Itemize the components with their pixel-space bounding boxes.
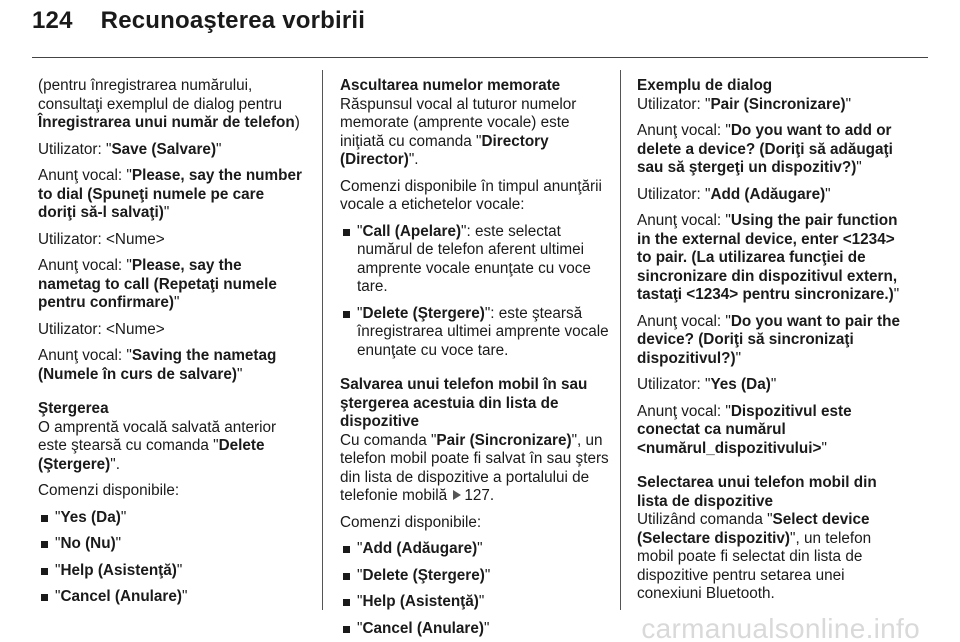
column-divider-2 <box>620 70 621 610</box>
dialog-line: Utilizator: "Save (Salvare)" <box>38 140 222 158</box>
directory-paragraph: Răspunsul vocal al tuturor numelor memorate (amprente vocale) este iniţiată cu comanda "Directory (Director)". <box>340 95 577 168</box>
select-device-paragraph: Utilizând comanda "Select device (Selectare dispozitiv)", un telefon mobil poate fi selectat din lista de dispozitive pentru setarea unei conexiuni Bluetooth. <box>637 511 872 602</box>
page-header <box>32 7 366 52</box>
commands-label: Comenzi disponibile: <box>340 513 482 531</box>
column-divider-1 <box>322 70 323 610</box>
dialog-line: Utilizator: "Add (Adăugare)" <box>637 185 831 203</box>
dialog-line: Anunţ vocal: "Please, say the nametag to call (Repetaţi numele pentru confirmare)" <box>38 257 277 311</box>
delete-paragraph: O amprentă vocală salvată anterior este ştearsă cu comanda "Delete (Ştergere)". <box>38 418 277 473</box>
dialog-line: Utilizator: <Nume> <box>38 230 165 248</box>
dialog-line: Anunţ vocal: "Do you want to pair the device? (Doriţi să sincronizaţi dispozitivul?)" <box>637 312 900 367</box>
dialog-line: Utilizator: "Pair (Sincronizare)" <box>637 95 852 113</box>
page-reference: 127. <box>464 487 495 504</box>
command-list <box>38 509 306 607</box>
section-heading-select-device: Selectarea unui telefon mobil din lista de dispozitive <box>637 474 877 510</box>
column-right <box>637 77 907 612</box>
list-item: "Help (Asistenţă)" <box>38 562 306 581</box>
list-item: "Add (Adăugare)" <box>340 540 610 559</box>
pair-paragraph: Cu comanda "Pair (Sincronizare)", un telefon mobil poate fi salvat în sau şters din lista de dispozitive a portalului de telefonie mobilă 127. <box>340 431 609 504</box>
commands-label: Comenzi disponibile în timpul anunţării vocale a etichetelor vocale: <box>340 177 602 213</box>
cross-reference: Înregistrarea unui număr de telefon <box>38 114 295 131</box>
command-list <box>340 223 610 361</box>
dialog-line: Utilizator: "Yes (Da)" <box>637 376 777 393</box>
section-heading-directory: Ascultarea numelor memorate <box>340 77 561 94</box>
list-item: "Help (Asistenţă)" <box>340 593 610 612</box>
command-list <box>340 540 610 638</box>
page-number: 124 <box>32 7 73 34</box>
intro-paragraph: (pentru înregistrarea numărului, consultaţi exemplul de dialog pentru Înregistrarea unui număr de telefon) <box>38 77 300 131</box>
dialog-line: Anunţ vocal: "Using the pair function in the external device, enter <1234> to pair. (La utilizarea funcţiei de sincronizare din dispozitivul extern, tastaţi <1234> pentru sincronizare.)" <box>637 212 900 303</box>
commands-label: Comenzi disponibile: <box>38 482 180 499</box>
column-left <box>38 77 306 615</box>
header-divider <box>32 57 928 58</box>
list-item: "Delete (Ştergere)": este ştearsă înregistrarea ultimei amprente vocale enunţate cu voce tare. <box>340 305 610 361</box>
dialog-line: Anunţ vocal: "Do you want to add or delete a device? (Doriţi să adăugaţi sau să ştergeţi un dispozitiv?)" <box>637 122 893 176</box>
section-heading-pair: Salvarea unui telefon mobil în sau ştergerea acestuia din lista de dispozitive <box>340 376 588 430</box>
list-item: "Yes (Da)" <box>38 509 306 528</box>
dialog-line: Utilizator: <Nume> <box>38 320 165 338</box>
section-heading-delete: Ştergerea <box>38 400 109 417</box>
section-heading-dialog-example: Exemplu de dialog <box>637 77 773 94</box>
list-item: "Call (Apelare)": este selectat numărul de telefon aferent ultimei amprente vocale enunţate cu voce tare. <box>340 223 610 297</box>
dialog-line: Anunţ vocal: "Please, say the number to dial (Spuneţi numele pe care doriţi să-l salvaţi)" <box>38 167 302 221</box>
list-item: "Cancel (Anulare)" <box>38 588 306 607</box>
dialog-line: Anunţ vocal: "Saving the nametag (Numele în curs de salvare)" <box>38 347 277 383</box>
page-reference-arrow-icon <box>453 490 461 500</box>
list-item: "Delete (Ştergere)" <box>340 567 610 586</box>
dialog-line: Anunţ vocal: "Dispozitivul este conectat ca numărul <numărul_dispozitivului>" <box>637 402 852 457</box>
column-middle <box>340 77 610 642</box>
watermark: carmanualsonline.info <box>641 612 920 642</box>
page-title: Recunoaşterea vorbirii <box>100 7 366 34</box>
list-item: "No (Nu)" <box>38 535 306 554</box>
list-item: "Cancel (Anulare)" <box>340 620 610 639</box>
